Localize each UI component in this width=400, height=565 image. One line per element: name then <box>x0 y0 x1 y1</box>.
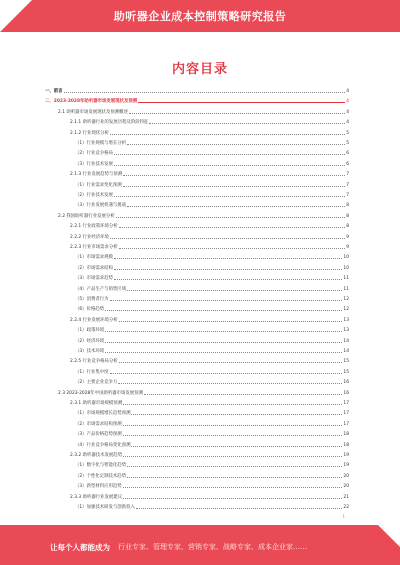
toc-item-label: （1）政策环境 <box>75 328 105 334</box>
toc-item-label: 2.2.2 行业经济环境 <box>70 234 109 240</box>
toc-item-page: 19 <box>343 453 349 458</box>
toc-item[interactable] <box>75 432 349 437</box>
toc-leader-dots <box>119 227 346 228</box>
toc-item-label: （3）行业技术发展 <box>75 161 113 167</box>
toc-leader-dots <box>105 310 342 311</box>
toc-leader-dots <box>110 300 343 301</box>
toc-item[interactable] <box>75 349 349 354</box>
toc-item-page: 22 <box>343 505 349 510</box>
toc-item-page: 5 <box>346 141 349 146</box>
toc-item-page: 20 <box>343 473 349 479</box>
toc-item-label: （1）行业规模与增长分析 <box>75 141 127 146</box>
toc-item-page: 21 <box>343 494 349 500</box>
toc-item-label: （1）数字化与智能化趋势 <box>75 463 127 469</box>
toc-leader-dots <box>138 102 345 103</box>
toc-leader-dots <box>110 134 345 135</box>
toc-item-label: （6）价格趋势 <box>75 307 105 313</box>
toc-item-page: 9 <box>346 234 349 240</box>
toc-item-page: 17 <box>343 401 349 406</box>
toc-item[interactable] <box>75 141 349 146</box>
toc-leader-dots <box>118 383 342 384</box>
toc-item[interactable] <box>70 318 349 323</box>
toc-heading: 内容目录 <box>171 62 228 77</box>
toc-item[interactable] <box>75 328 349 333</box>
toc-leader-dots <box>127 477 342 478</box>
toc-item-page: 16 <box>343 380 349 386</box>
toc-item-label: 2.3.1 助听器市场规模预测 <box>70 401 123 406</box>
toc-item[interactable] <box>58 110 349 115</box>
toc-leader-dots <box>123 456 342 457</box>
toc-leader-dots <box>127 206 345 207</box>
toc-item-page: 4 <box>346 120 349 126</box>
toc-item[interactable] <box>45 89 349 94</box>
footer-corner-triangle <box>378 525 400 547</box>
toc-item[interactable] <box>75 276 349 281</box>
toc-leader-dots <box>114 165 345 166</box>
toc-item-page: 7 <box>346 172 349 178</box>
toc-item-page: 4 <box>346 109 349 115</box>
toc-item[interactable] <box>75 287 349 292</box>
toc-leader-dots <box>136 508 343 509</box>
toc-item[interactable] <box>75 380 349 385</box>
toc-item-page: 15 <box>343 359 349 365</box>
toc-item-label: 2.3.2 助听器技术发展趋势 <box>70 453 123 458</box>
toc-item[interactable] <box>70 131 349 136</box>
toc-leader-dots <box>114 154 345 155</box>
toc-item-page: 19 <box>343 463 349 469</box>
toc-item[interactable] <box>75 339 349 344</box>
toc-item[interactable] <box>75 193 349 198</box>
toc-item-label: （2）经济环境 <box>75 338 105 344</box>
toc-item[interactable] <box>75 297 349 302</box>
toc-item-page: 13 <box>343 317 349 323</box>
toc-item-label: （5）消费者行为 <box>75 297 109 302</box>
toc-item-page: 14 <box>343 338 349 344</box>
toc-item-label: （1）市场规模增长趋势预测 <box>75 411 131 417</box>
toc-leader-dots <box>123 175 345 176</box>
toc-item-page: 11 <box>343 286 349 292</box>
toc-item-page: 12 <box>343 297 349 302</box>
toc-leader-dots <box>105 342 342 343</box>
toc-item[interactable] <box>70 495 349 500</box>
toc-item-label: （2）市场需求结构 <box>75 265 113 271</box>
toc-leader-dots <box>119 321 343 322</box>
toc-item[interactable] <box>45 99 349 104</box>
toc-item-label: （3）产品价格趋势预测 <box>75 432 122 438</box>
toc-leader-dots <box>114 279 342 280</box>
toc-item-page: 13 <box>343 328 349 334</box>
toc-item-label: 2.1 助听器市场发展现状及预测概述 <box>58 109 128 115</box>
toc-leader-dots <box>110 373 343 374</box>
toc-item-page: 10 <box>343 265 349 271</box>
toc-item[interactable] <box>75 411 349 416</box>
toc-item-label: 2.1.3 行业发展趋势与预测 <box>70 172 123 178</box>
toc-leader-dots <box>114 269 342 270</box>
toc-item-page: 18 <box>343 442 349 448</box>
toc-item-page: 8 <box>346 224 349 230</box>
toc-leader-dots <box>116 217 346 218</box>
toc-item[interactable] <box>75 370 349 375</box>
toc-item-label: 一、前言 <box>45 89 63 94</box>
toc-leader-dots <box>131 414 342 415</box>
toc-leader-dots <box>127 144 345 145</box>
toc-item[interactable] <box>75 463 349 468</box>
toc-leader-dots <box>127 290 342 291</box>
toc-item-page: 7 <box>346 193 349 198</box>
toc-item-page: 14 <box>343 349 349 354</box>
toc-item[interactable] <box>70 245 349 250</box>
toc-item-label: 2.2.5 行业竞争格局分析 <box>70 359 118 365</box>
toc-item-label: 2.1.1 助听器行业的发展历程及阶段特征 <box>70 120 149 126</box>
toc-item-label: （4）产品生产与销售区域 <box>75 286 127 292</box>
toc-item[interactable] <box>75 484 349 489</box>
footer-bar <box>0 525 400 565</box>
toc-item-page: 12 <box>343 307 349 313</box>
toc-leader-dots <box>123 404 342 405</box>
toc-item-page: 8 <box>346 203 349 209</box>
toc-item-label: （1）行业集中度 <box>75 369 109 375</box>
toc-item[interactable] <box>75 422 349 427</box>
toc-item-label: 2.3 2023-2028年中国助听器市场发展预测 <box>58 390 143 396</box>
toc-item-page: 20 <box>343 484 349 490</box>
toc-item[interactable] <box>70 401 349 406</box>
toc-leader-dots <box>123 425 343 426</box>
toc-leader-dots <box>131 446 342 447</box>
toc-item-label: （2）个性化定制技术趋势 <box>75 473 127 479</box>
toc-item-label: （4）行业竞争格局变化预测 <box>75 442 131 448</box>
toc-item-label: （3）新型材料应用趋势 <box>75 484 122 490</box>
toc-item[interactable] <box>75 505 349 510</box>
toc-item-page: 6 <box>346 151 349 157</box>
toc-item-page: 7 <box>346 182 349 188</box>
toc-item-label: （3）市场需求趋势 <box>75 276 113 282</box>
toc-item-label: 2.2.3 行业市场需求分析 <box>70 245 118 250</box>
toc-item-label: （2）行业技术发展 <box>75 193 113 198</box>
toc-leader-dots <box>123 498 342 499</box>
report-title: 助听器企业成本控制策略研究报告 <box>113 10 287 23</box>
toc-item[interactable] <box>75 474 349 479</box>
toc-item-page: 15 <box>343 369 349 375</box>
toc-item-label: （1）行业需求变化预测 <box>75 182 122 188</box>
toc-item-label: （3）行业发展机遇与挑战 <box>75 203 127 209</box>
toc-leader-dots <box>129 113 345 114</box>
toc-item-label: 2.2.1 行业政策环境分析 <box>70 224 118 230</box>
toc-leader-dots <box>119 362 343 363</box>
toc-item[interactable] <box>70 224 349 229</box>
toc-item-label: （1）加强技术研发与创新投入 <box>75 505 135 510</box>
toc-item-label: （1）市场需求规模 <box>75 255 113 261</box>
toc-item-page: 9 <box>346 245 349 250</box>
toc-leader-dots <box>105 352 342 353</box>
toc-item-label: 二、2023-2028年助听器市场发展现状及预测 <box>45 99 138 105</box>
toc-leader-dots <box>144 394 342 395</box>
toc-leader-dots <box>123 487 343 488</box>
toc-item[interactable] <box>70 120 349 125</box>
toc-item[interactable] <box>75 307 349 312</box>
toc-item[interactable] <box>58 391 349 396</box>
toc-item-page: 8 <box>346 213 349 219</box>
toc-item-page: 16 <box>343 390 349 396</box>
toc-item-page: 4 <box>346 99 349 105</box>
toc-item[interactable] <box>75 203 349 208</box>
page-number: 1 <box>342 514 345 519</box>
toc-item[interactable] <box>75 443 349 448</box>
footer-roles: 行业专家、管理专家、营销专家、战略专家、成本企业家…… <box>118 543 307 551</box>
toc-item-page: 17 <box>343 421 349 427</box>
footer-slogan: 让每个人都能成为 <box>50 543 110 552</box>
toc-item[interactable] <box>75 266 349 271</box>
toc-leader-dots <box>123 186 346 187</box>
toc-item[interactable] <box>70 359 349 364</box>
toc-item-page: 18 <box>343 432 349 438</box>
toc-item[interactable] <box>75 162 349 167</box>
toc-item-label: 2.3.3 助听器行业发展建议 <box>70 494 123 500</box>
toc-item-label: 2.2 我国助听器行业发展分析 <box>58 213 115 219</box>
toc-leader-dots <box>127 466 342 467</box>
toc-leader-dots <box>123 435 343 436</box>
toc-item-page: 11 <box>343 276 349 282</box>
toc-leader-dots <box>114 258 342 259</box>
toc-item-page: 4 <box>346 89 349 94</box>
toc-leader-dots <box>64 92 346 93</box>
toc-item-label: 2.2.4 行业发展环境分析 <box>70 317 118 323</box>
toc-leader-dots <box>119 248 346 249</box>
toc-item[interactable] <box>70 172 349 177</box>
toc-item-label: （2）主要企业竞争力 <box>75 380 118 386</box>
toc-item[interactable] <box>58 214 349 219</box>
toc-leader-dots <box>110 238 345 239</box>
toc-item-label: （2）市场需求结构预测 <box>75 421 122 427</box>
toc-item-page: 17 <box>343 411 349 417</box>
toc-item[interactable] <box>75 151 349 156</box>
toc-item-label: （3）技术环境 <box>75 349 105 354</box>
toc-leader-dots <box>149 123 345 124</box>
toc-item[interactable] <box>75 255 349 260</box>
toc-item[interactable] <box>70 235 349 240</box>
toc-item-label: （2）行业竞争格局 <box>75 151 113 157</box>
toc-item[interactable] <box>75 183 349 188</box>
toc-item-label: 2.1.2 行业现状分析 <box>70 130 109 136</box>
toc-item-page: 5 <box>346 130 349 136</box>
toc-item-page: 6 <box>346 161 349 167</box>
toc-leader-dots <box>105 331 342 332</box>
toc-item[interactable] <box>70 453 349 458</box>
toc-leader-dots <box>114 196 345 197</box>
toc-item-page: 10 <box>343 255 349 261</box>
